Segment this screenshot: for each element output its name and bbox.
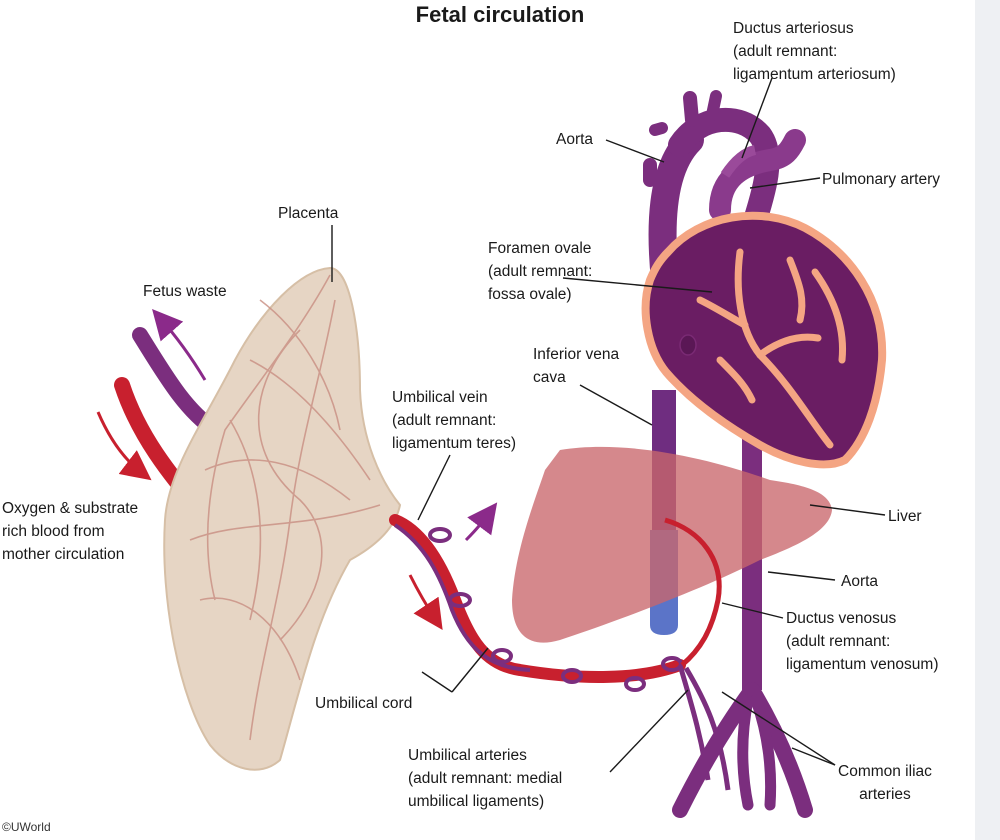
cord-knot <box>430 529 450 541</box>
label-line: ligamentum venosum) <box>786 656 939 673</box>
label-line: ligamentum arteriosum) <box>733 66 896 83</box>
label-umbilical-vein <box>392 386 516 455</box>
label-line: (adult remnant: <box>733 43 838 60</box>
label-inferior-vena-cava <box>533 343 619 389</box>
cord-outflow-arrow <box>410 575 436 620</box>
label-line: (adult remnant: <box>786 633 891 650</box>
label-aorta-top <box>556 128 593 151</box>
label-pulmonary-artery <box>822 168 940 191</box>
label-line: (adult remnant: <box>488 263 593 280</box>
label-line: (adult remnant: <box>392 412 497 429</box>
label-line: mother circulation <box>2 546 125 563</box>
label-line: Oxygen & substrate <box>2 500 139 517</box>
label-ductus-venosus <box>786 607 938 676</box>
label-aorta-bottom <box>841 570 878 593</box>
label-line: Ductus venosus <box>786 610 897 627</box>
aortic-branch <box>655 128 662 130</box>
label-line: Aorta <box>841 573 879 590</box>
label-line: Aorta <box>556 131 594 148</box>
label-line: Fetus waste <box>143 283 227 300</box>
label-umbilical-arteries <box>408 744 562 813</box>
label-line: Foramen ovale <box>488 240 592 257</box>
maternal-vein-purple <box>140 335 215 430</box>
label-line: rich blood from <box>2 523 105 540</box>
aortic-branch <box>690 98 692 120</box>
copyright-notice: ©UWorld <box>2 820 51 834</box>
umbilical-cord-artery <box>395 525 530 670</box>
label-line: Pulmonary artery <box>822 171 941 188</box>
cord-knot <box>626 678 644 690</box>
label-line: arteries <box>859 786 911 803</box>
label-line: cava <box>533 369 566 386</box>
page-title: Fetal circulation <box>415 2 585 27</box>
label-line: umbilical ligaments) <box>408 793 545 810</box>
label-umbilical-cord <box>315 692 412 715</box>
label-line: ligamentum teres) <box>392 435 517 452</box>
aortic-branch <box>712 96 716 115</box>
label-line: Umbilical cord <box>315 695 413 712</box>
label-line: Placenta <box>278 205 339 222</box>
label-line: Umbilical vein <box>392 389 488 406</box>
label-liver <box>888 505 922 528</box>
label-line: Liver <box>888 508 922 525</box>
foramen-ovale-mark <box>680 335 696 355</box>
label-line: fossa ovale) <box>488 286 572 303</box>
label-common-iliac <box>838 760 932 806</box>
cord-return-arrow <box>466 512 490 540</box>
label-fetus-waste <box>143 280 227 303</box>
label-line: Common iliac <box>838 763 932 780</box>
label-ductus-arteriosus <box>733 17 896 86</box>
label-line: (adult remnant: medial <box>408 770 563 787</box>
label-oxygen-blood <box>2 497 138 566</box>
label-line: Inferior vena <box>533 346 620 363</box>
iliac-branch <box>743 700 748 805</box>
label-line: Ductus arteriosus <box>733 20 854 37</box>
label-line: Umbilical arteries <box>408 747 527 764</box>
label-foramen-ovale <box>488 237 592 306</box>
label-placenta <box>278 202 338 225</box>
